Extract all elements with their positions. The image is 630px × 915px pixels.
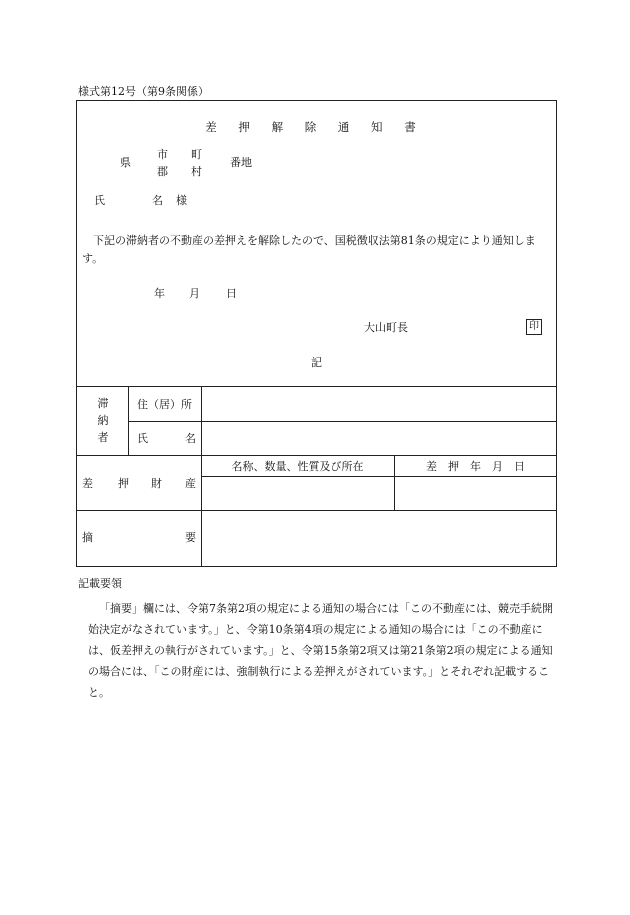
name-label-uji: 氏 bbox=[137, 432, 148, 445]
table-address-name-divider bbox=[128, 421, 557, 422]
property-column-description: 名称、数量、性質及び所在 bbox=[231, 460, 364, 473]
property-column-seizure-date: 差 押 年 月 日 bbox=[426, 460, 525, 473]
delinquent-char-1: 滞 bbox=[97, 397, 109, 410]
table-delinquent-property-divider bbox=[76, 455, 557, 456]
delinquent-char-3: 者 bbox=[97, 431, 109, 444]
address-county: 郡 bbox=[157, 165, 168, 178]
table-property-header-line bbox=[201, 476, 557, 477]
summary-label-1: 摘 bbox=[82, 531, 93, 544]
date-year: 年 bbox=[154, 287, 165, 300]
date-day: 日 bbox=[226, 287, 237, 300]
notes-body-text: 「摘要」欄には、令第7条第2項の規定による通知の場合には「この不動産には、競売手続開始決定がなされています。」と、令第10条第4項の規定による通知の場合には「この不動産には、仮差押えの執行がされています。」と、令第15条第2項又は第21条第2項の規定による通知の場合には、「この財産には、強制執行による差押えがされています。」とそれぞれ記載すること。 bbox=[88, 602, 553, 699]
notice-body-text: 下記の滞納者の不動産の差押えを解除したので、国税徴収法第81条の規定により通知します。 bbox=[82, 234, 536, 265]
notes-title: 記載要領 bbox=[78, 577, 122, 590]
delinquent-label bbox=[96, 395, 110, 446]
date-month: 月 bbox=[189, 287, 200, 300]
delinquent-char-2: 納 bbox=[97, 414, 109, 427]
summary-label-2: 要 bbox=[185, 531, 196, 544]
document-title-text: 差 押 解 除 通 知 書 bbox=[205, 120, 425, 134]
property-label-3: 財 bbox=[151, 477, 162, 490]
address-city: 市 bbox=[157, 148, 168, 161]
address-village: 村 bbox=[191, 165, 202, 178]
seal-mark: 印 bbox=[526, 319, 542, 335]
property-label-2: 押 bbox=[118, 477, 129, 490]
notice-form-frame bbox=[76, 100, 557, 567]
table-top-line bbox=[76, 386, 557, 387]
address-prefecture: 県 bbox=[120, 156, 131, 169]
property-label-1: 差 bbox=[82, 477, 93, 490]
property-label-4: 産 bbox=[185, 477, 196, 490]
table-delinquent-inner-line bbox=[128, 386, 129, 455]
address-label: 住（居）所 bbox=[137, 398, 192, 411]
ki-label: 記 bbox=[311, 356, 322, 369]
address-town: 町 bbox=[191, 148, 202, 161]
issuer-name: 大山町長 bbox=[364, 321, 408, 334]
table-label-value-line bbox=[201, 386, 202, 567]
name-mei: 名 bbox=[152, 194, 163, 207]
table-property-summary-divider bbox=[76, 510, 557, 511]
name-label-mei: 名 bbox=[185, 432, 196, 445]
notes-body bbox=[88, 598, 554, 703]
name-sama: 様 bbox=[176, 194, 187, 207]
document-title bbox=[0, 122, 630, 134]
address-lot: 番地 bbox=[230, 156, 252, 169]
name-uji: 氏 bbox=[94, 194, 105, 207]
form-number-label: 様式第12号（第9条関係） bbox=[78, 85, 209, 98]
